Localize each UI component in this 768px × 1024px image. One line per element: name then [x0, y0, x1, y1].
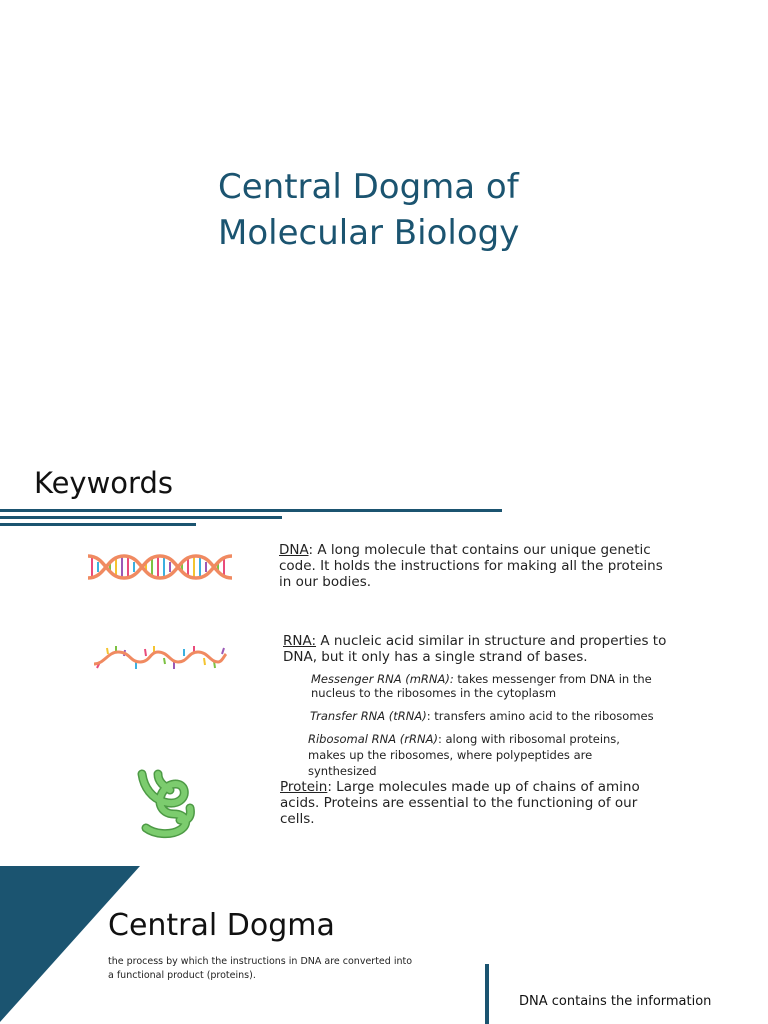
divider-line-1: [0, 509, 502, 512]
central-dogma-subtitle: the process by which the instructions in DNA are converted into a functional product (proteins).: [108, 956, 413, 981]
central-dogma-heading: Central Dogma: [108, 908, 335, 943]
protein-chain-icon: [134, 768, 198, 840]
rna-term: RNA:: [283, 633, 317, 649]
page-title: [218, 164, 519, 256]
rna-subtype-trna: [310, 709, 690, 723]
rna-strand-icon: [92, 644, 228, 674]
rrna-description: : along with ribosomal proteins, makes up the ribosomes, where polypeptides are synthesized: [308, 732, 620, 778]
rrna-name: Ribosomal RNA (rRNA): [308, 732, 438, 746]
title-slide: [0, 0, 768, 430]
vertical-divider: [485, 964, 489, 1024]
mrna-description: takes messenger from DNA in the nucleus to the ribosomes in the cytoplasm: [311, 672, 652, 700]
corner-triangle-decoration: [0, 866, 142, 1024]
mrna-name: Messenger RNA (mRNA):: [311, 672, 454, 686]
rna-definition: [283, 633, 668, 665]
dna-definition-text: : A long molecule that contains our unique genetic code. It holds the instructions for making all the proteins in our bodies.: [279, 542, 663, 590]
protein-definition-text: : Large molecules made up of chains of amino acids. Proteins are essential to the functioning of our cells.: [280, 779, 640, 827]
divider-line-2: [0, 516, 282, 519]
title-line-1: Central Dogma of: [218, 167, 519, 207]
dna-definition: [279, 542, 669, 590]
trna-description: : transfers amino acid to the ribosomes: [426, 709, 654, 723]
divider-line-3: [0, 523, 196, 526]
keywords-slide: [0, 430, 768, 862]
title-line-2: Molecular Biology: [218, 213, 520, 253]
dna-term: DNA: [279, 542, 309, 558]
rna-subtype-mrna: [311, 672, 686, 700]
rna-subtype-rrna: [308, 731, 658, 779]
protein-definition: [280, 779, 670, 827]
protein-term: Protein: [280, 779, 328, 795]
dna-helix-icon: [86, 550, 234, 584]
central-dogma-slide: [0, 862, 768, 1024]
trna-name: Transfer RNA (tRNA): [310, 709, 427, 723]
central-dogma-side-text: DNA contains the information: [519, 994, 712, 1009]
keywords-heading: Keywords: [34, 466, 173, 500]
rna-definition-text: A nucleic acid similar in structure and properties to DNA, but it only has a single strand of bases.: [283, 633, 667, 665]
